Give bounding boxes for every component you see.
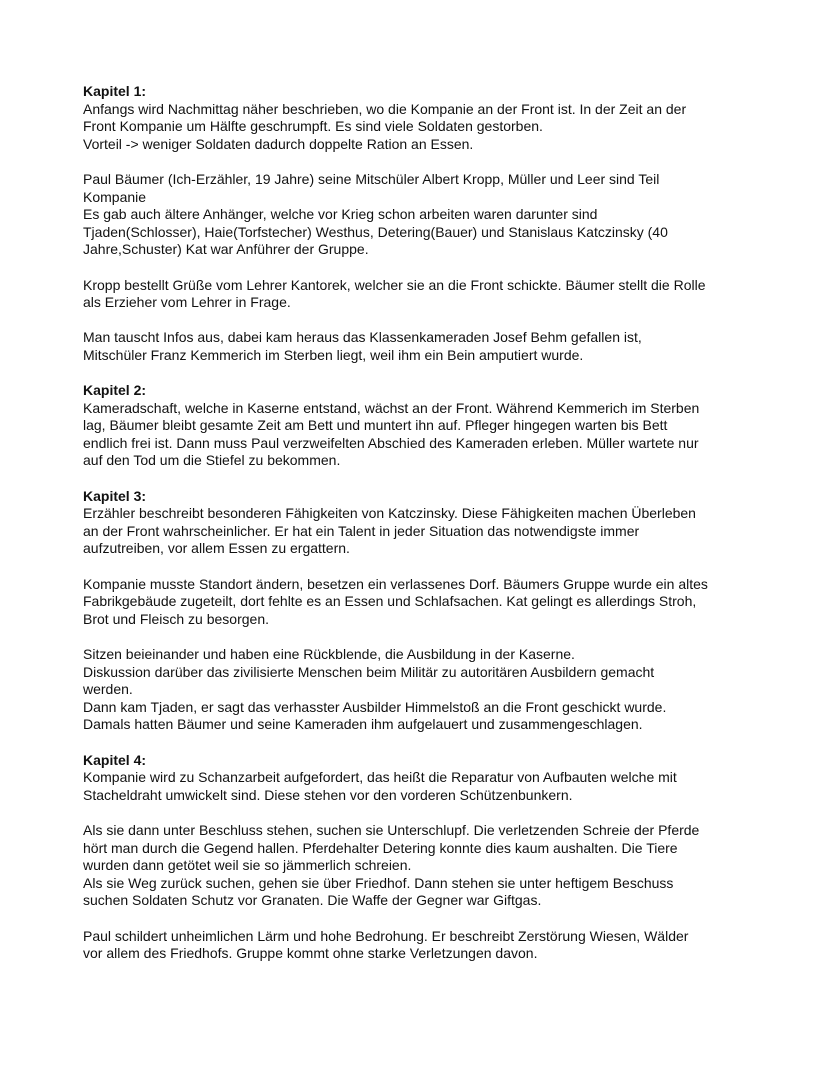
- text-line: Brot und Fleisch zu besorgen.: [83, 610, 269, 627]
- text-line: Kompanie: [83, 188, 147, 205]
- text-line: Man tauscht Infos aus, dabei kam heraus das Klassenkameraden Josef Behm gefallen ist,: [83, 329, 642, 346]
- chapter-heading: Kapitel 1:: [83, 83, 147, 99]
- paragraph: [83, 576, 763, 629]
- chapter-3: [83, 488, 763, 734]
- text-line: endlich frei ist. Dann muss Paul verzweifelten Abschied des Kameraden erleben. Müller wartete nur: [83, 434, 699, 451]
- text-line: Paul schildert unheimlichen Lärm und hohe Bedrohung. Er beschreibt Zerstörung Wiesen, Wälder: [83, 927, 689, 944]
- paragraph: [83, 822, 763, 910]
- text-line: Stacheldraht umwickelt sind. Diese stehen vor den vorderen Schützenbunkern.: [83, 786, 573, 803]
- text-line: Sitzen beieinander und haben eine Rückblende, die Ausbildung in der Kaserne.: [83, 646, 575, 662]
- text-line: Dann kam Tjaden, er sagt das verhasster Ausbilder Himmelstoß an die Front geschickt wurde.: [83, 698, 667, 715]
- text-line: Vorteil -> weniger Soldaten dadurch doppelte Ration an Essen.: [83, 135, 474, 152]
- paragraph: [83, 505, 763, 558]
- paragraph: [83, 769, 763, 804]
- text-line: an der Front wahrscheinlicher. Er hat ein Talent in jeder Situation das notwendigste immer: [83, 522, 640, 539]
- document-page: [83, 83, 763, 980]
- chapter-heading: Kapitel 3:: [83, 487, 147, 504]
- text-line: Als sie Weg zurück suchen, gehen sie über Friedhof. Dann stehen sie unter heftigem Beschuss: [83, 874, 674, 891]
- text-line: lag, Bäumer bleibt gesamte Zeit am Bett und muntert ihn auf. Pfleger hingegen warten bis Bett: [83, 417, 668, 434]
- text-line: Fabrikgebäude zugeteilt, dort fehlte es an Essen und Schlafsachen. Kat gelingt es allerdings Stroh,: [83, 593, 697, 610]
- text-line: vor allem des Friedhofs. Gruppe kommt ohne starke Verletzungen davon.: [83, 945, 538, 962]
- text-line: Jahre,Schuster) Kat war Anführer der Gruppe.: [83, 241, 369, 258]
- text-line: Erzähler beschreibt besonderen Fähigkeiten von Katczinsky. Diese Fähigkeiten machen Überleben: [83, 505, 696, 522]
- text-line: Anfangs wird Nachmittag näher beschrieben, wo die Kompanie an der Front ist. In der Zeit an der: [83, 100, 687, 117]
- text-line: Als sie dann unter Beschluss stehen, suchen sie Unterschlupf. Die verletzenden Schreie der Pferde: [83, 821, 700, 838]
- text-line: Kameradschaft, welche in Kaserne entstand, wächst an der Front. Während Kemmerich im Sterben: [83, 399, 700, 416]
- text-line: auf den Tod um die Stiefel zu bekommen.: [83, 452, 341, 469]
- text-line: Damals hatten Bäumer und seine Kameraden ihm aufgelauert und zusammengeschlagen.: [83, 716, 643, 733]
- text-line: aufzutreiben, vor allem Essen zu ergattern.: [83, 540, 350, 557]
- text-line: Front Kompanie um Hälfte geschrumpft. Es sind viele Soldaten gestorben.: [83, 118, 543, 135]
- paragraph: [83, 329, 763, 364]
- text-line: Kompanie musste Standort ändern, besetzen ein verlassenes Dorf. Bäumers Gruppe wurde ein altes: [83, 575, 708, 592]
- paragraph: [83, 646, 763, 734]
- text-line: hört man durch die Gegend hallen. Pferdehalter Detering konnte dies kaum aushalten. Die Tiere: [83, 839, 678, 856]
- paragraph: [83, 101, 763, 154]
- text-line: Mitschüler Franz Kemmerich im Sterben liegt, weil ihm ein Bein amputiert wurde.: [83, 346, 584, 363]
- chapter-heading: Kapitel 2:: [83, 382, 147, 399]
- paragraph: [83, 171, 763, 259]
- paragraph: [83, 400, 763, 470]
- text-line: Kropp bestellt Grüße vom Lehrer Kantorek, welcher sie an die Front schickte. Bäumer stellt die Rolle: [83, 276, 706, 293]
- text-line: Diskussion darüber das zivilisierte Menschen beim Militär zu autoritären Ausbildern gemacht: [83, 663, 655, 680]
- text-line: werden.: [83, 681, 133, 698]
- text-line: Paul Bäumer (Ich-Erzähler, 19 Jahre) seine Mitschüler Albert Kropp, Müller und Leer sind Teil: [83, 170, 660, 187]
- paragraph: [83, 928, 763, 963]
- text-line: Es gab auch ältere Anhänger, welche vor Krieg schon arbeiten waren darunter sind: [83, 206, 598, 223]
- text-line: suchen Soldaten Schutz vor Granaten. Die Waffe der Gegner war Giftgas.: [83, 892, 542, 909]
- text-line: als Erzieher vom Lehrer in Frage.: [83, 294, 291, 311]
- paragraph: [83, 277, 763, 312]
- chapter-1: [83, 83, 763, 365]
- chapter-2: [83, 382, 763, 470]
- text-line: wurden dann getötet weil sie so jämmerlich schreien.: [83, 857, 412, 874]
- chapter-4: [83, 752, 763, 963]
- text-line: Tjaden(Schlosser), Haie(Torfstecher) Westhus, Detering(Bauer) und Stanislaus Katczinsky (40: [83, 223, 668, 240]
- chapter-heading: Kapitel 4:: [83, 751, 147, 768]
- text-line: Kompanie wird zu Schanzarbeit aufgefordert, das heißt die Reparatur von Aufbauten welche mit: [83, 769, 677, 786]
